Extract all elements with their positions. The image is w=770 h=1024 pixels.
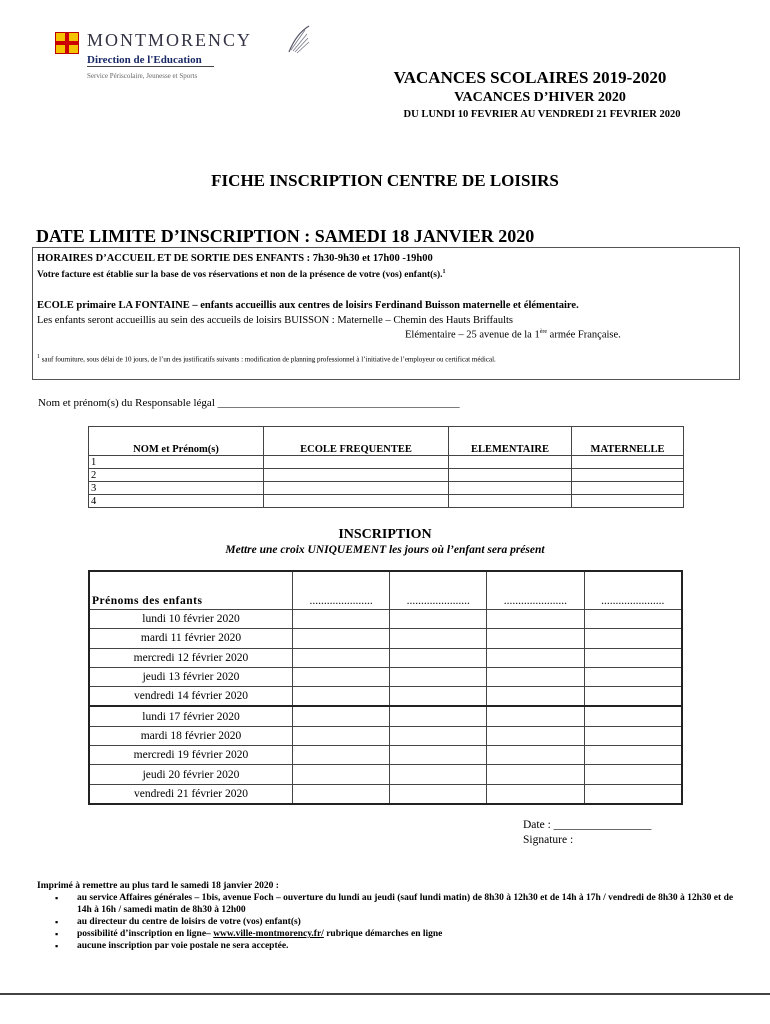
opening-hours: HORAIRES D’ACCUEIL ET DE SORTIE DES ENFANTS : 7h30-9h30 et 17h00 -19h00 <box>37 253 433 264</box>
list-item: ▪ aucune inscription par voie postale ne sera acceptée. <box>37 940 747 952</box>
children-names-header: Prénoms des enfants <box>89 571 293 610</box>
day-row: vendredi 21 février 2020 <box>89 784 682 804</box>
info-box <box>32 247 740 380</box>
guardian-line[interactable]: ____________________________________________ <box>217 397 460 409</box>
attendance-cell[interactable] <box>293 784 390 804</box>
logo-name: MONTMORENCY <box>87 30 253 50</box>
table-header-row <box>89 427 684 456</box>
wing-icon <box>285 24 311 54</box>
attendance-cell[interactable] <box>390 667 487 686</box>
attendance-cell[interactable] <box>487 765 584 784</box>
attendance-cell[interactable] <box>390 706 487 726</box>
school-info: ECOLE primaire LA FONTAINE – enfants accueillis aux centres de loisirs Ferdinand Buisson maternelle et élémentaire. <box>37 300 579 311</box>
logo-service: Service Périscolaire, Jeunesse et Sports <box>87 72 198 80</box>
submission-intro: Imprimé à remettre au plus tard le samedi 18 janvier 2020 : <box>37 881 279 891</box>
attendance-cell[interactable] <box>584 667 682 686</box>
coat-of-arms-icon <box>55 32 79 54</box>
attendance-cell[interactable] <box>584 629 682 648</box>
attendance-cell[interactable] <box>293 648 390 667</box>
attendance-cell[interactable] <box>293 629 390 648</box>
attendance-cell[interactable] <box>293 726 390 745</box>
col-kindergarten: MATERNELLE <box>572 427 684 456</box>
attendance-cell[interactable] <box>390 648 487 667</box>
day-row: lundi 10 février 2020 <box>89 610 682 629</box>
day-row: lundi 17 février 2020 <box>89 706 682 726</box>
form-title: FICHE INSCRIPTION CENTRE DE LOISIRS <box>211 171 559 190</box>
day-row: jeudi 13 février 2020 <box>89 667 682 686</box>
attendance-cell[interactable] <box>584 706 682 726</box>
attendance-table <box>88 570 683 805</box>
date-field[interactable]: Date : _________________ <box>523 819 652 831</box>
child-name-slot[interactable]: ...................... <box>293 571 390 610</box>
welcome-info: Les enfants seront accueillis au sein des accueils de loisirs BUISSON : Maternelle – Chemin des Hauts Briffaults <box>37 315 513 326</box>
day-row: mardi 11 février 2020 <box>89 629 682 648</box>
attendance-cell[interactable] <box>584 648 682 667</box>
signature-label: Signature : <box>523 834 574 846</box>
attendance-cell[interactable] <box>390 726 487 745</box>
attendance-cell[interactable] <box>584 784 682 804</box>
attendance-cell[interactable] <box>293 746 390 765</box>
attendance-cell[interactable] <box>487 648 584 667</box>
city-logo <box>55 28 315 88</box>
attendance-cell[interactable] <box>487 667 584 686</box>
table-row: 4 <box>89 495 684 508</box>
attendance-cell[interactable] <box>293 706 390 726</box>
logo-department: Direction de l'Education <box>87 54 214 67</box>
attendance-cell[interactable] <box>390 784 487 804</box>
attendance-cell[interactable] <box>390 629 487 648</box>
table-row: 2 <box>89 469 684 482</box>
col-elementary: ELEMENTAIRE <box>449 427 572 456</box>
col-school: ECOLE FREQUENTEE <box>264 427 449 456</box>
children-table <box>88 426 684 508</box>
guardian-field[interactable] <box>38 397 460 409</box>
attendance-cell[interactable] <box>293 610 390 629</box>
inscription-subtitle: Mettre une croix UNIQUEMENT les jours où l’enfant sera présent <box>225 544 545 556</box>
table-row: 3 <box>89 482 684 495</box>
attendance-cell[interactable] <box>584 687 682 707</box>
attendance-cell[interactable] <box>487 746 584 765</box>
attendance-cell[interactable] <box>390 765 487 784</box>
day-row: vendredi 14 février 2020 <box>89 687 682 707</box>
attendance-cell[interactable] <box>487 784 584 804</box>
footnote: $^1$ sauf fourniture, sous délai de 10 jours, de l’un des justificatifs suivants : modification de planning professionnel à l’initiative de l’employeur ou certificat médical. <box>37 354 496 364</box>
list-item: ▪ au service Affaires générales – 1bis, avenue Foch – ouverture du lundi au jeudi (sauf lundi matin) de 8h30 à 12h30 et de 14h à 17h / vendredi de 8h30 à 12h30 et de 14h à 16h / samedi matin de 8h30 à 12h00 <box>37 892 747 916</box>
guardian-label: Nom et prénom(s) du Responsable légal <box>38 397 215 409</box>
attendance-cell[interactable] <box>487 706 584 726</box>
submission-info <box>37 880 747 952</box>
attendance-header-row <box>89 571 682 610</box>
attendance-cell[interactable] <box>390 746 487 765</box>
day-row: mardi 18 février 2020 <box>89 726 682 745</box>
table-row: 1 <box>89 456 684 469</box>
attendance-cell[interactable] <box>487 687 584 707</box>
attendance-cell[interactable] <box>293 765 390 784</box>
deadline: DATE LIMITE D’INSCRIPTION : SAMEDI 18 JANVIER 2020 <box>36 226 535 246</box>
list-item: ▪ possibilité d’inscription en ligne– www.ville-montmorency.fr/ rubrique démarches en ligne <box>37 928 747 940</box>
attendance-cell[interactable] <box>584 765 682 784</box>
attendance-cell[interactable] <box>487 610 584 629</box>
header-line1: VACANCES SCOLAIRES 2019-2020 <box>393 68 667 87</box>
child-name-slot[interactable]: ...................... <box>390 571 487 610</box>
attendance-cell[interactable] <box>293 687 390 707</box>
child-name-slot[interactable]: ...................... <box>584 571 682 610</box>
attendance-cell[interactable] <box>487 629 584 648</box>
attendance-cell[interactable] <box>293 667 390 686</box>
elementary-address: Elémentaire – 25 avenue de la 1ère armée Française. <box>405 329 621 341</box>
header-line3: DU LUNDI 10 FEVRIER AU VENDREDI 21 FEVRIER 2020 <box>403 109 681 120</box>
attendance-cell[interactable] <box>390 610 487 629</box>
col-name: NOM et Prénom(s) <box>89 427 264 456</box>
list-item: ▪ au directeur du centre de loisirs de votre (vos) enfant(s) <box>37 916 747 928</box>
child-name-slot[interactable]: ...................... <box>487 571 584 610</box>
day-row: jeudi 20 février 2020 <box>89 765 682 784</box>
inscription-title: INSCRIPTION <box>338 527 432 542</box>
attendance-cell[interactable] <box>390 687 487 707</box>
invoice-text: Votre facture est établie sur la base de vos réservations et non de la présence de votre (vos) enfant(s).$^1$ <box>37 269 446 281</box>
header-line2: VACANCES D’HIVER 2020 <box>454 90 626 105</box>
website-link[interactable]: www.ville-montmorency.fr/ <box>213 929 324 939</box>
attendance-cell[interactable] <box>584 726 682 745</box>
attendance-cell[interactable] <box>584 610 682 629</box>
attendance-cell[interactable] <box>584 746 682 765</box>
day-row: mercredi 19 février 2020 <box>89 746 682 765</box>
bottom-divider <box>0 993 770 995</box>
day-row: mercredi 12 février 2020 <box>89 648 682 667</box>
attendance-cell[interactable] <box>487 726 584 745</box>
